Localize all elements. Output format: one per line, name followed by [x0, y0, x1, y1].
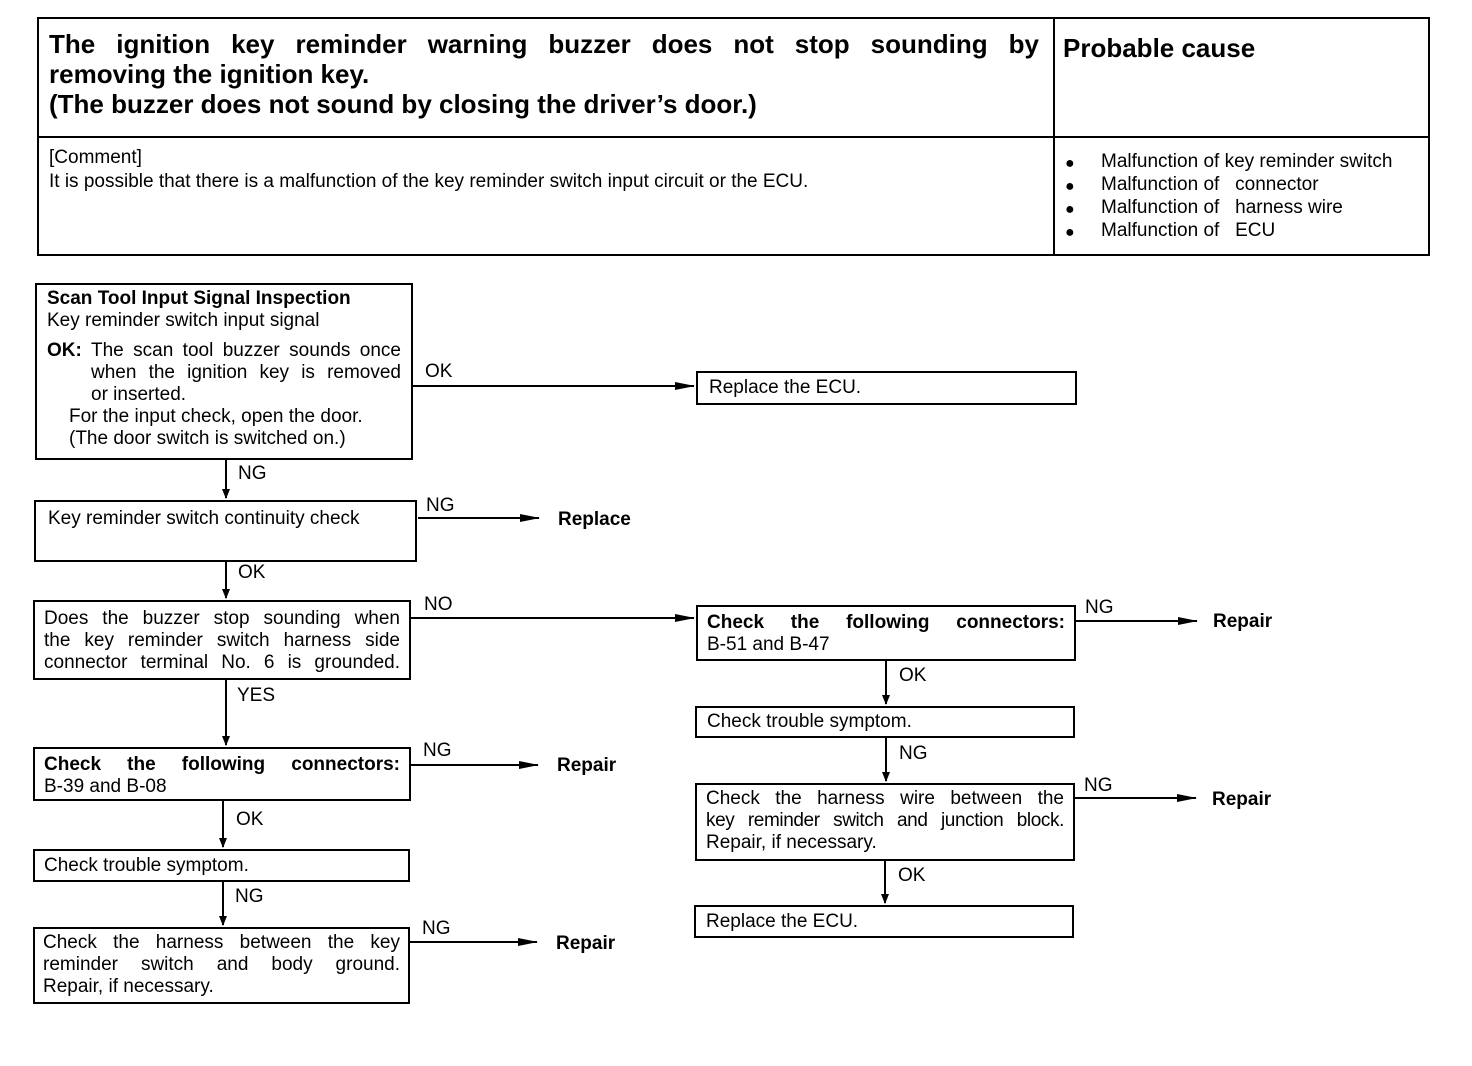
repair-action: Repair	[1213, 611, 1273, 632]
bullet-icon: ●	[1065, 201, 1075, 218]
scan-tool-subtitle: Key reminder switch input signal	[47, 310, 320, 331]
ok-condition-text: The scan tool buzzer sounds once when the ignition key is removed or inserted.	[91, 340, 401, 405]
branch-label-ng: NG	[1084, 775, 1113, 796]
buzzer-question-box: Does the buzzer stop sounding when the key reminder switch harness side connector terminal No. 6 is grounded.	[33, 600, 411, 680]
continuity-check-box: Key reminder switch continuity check	[34, 500, 417, 562]
cause-item: ● Malfunction of harness wire	[1061, 196, 1392, 219]
branch-label-ok: OK	[236, 809, 264, 830]
scan-tool-title: Scan Tool Input Signal Inspection	[47, 288, 351, 309]
branch-label-ok: OK	[238, 562, 266, 583]
connectors-value: B-39 and B-08	[44, 776, 167, 797]
trouble-symptom-box-right: Check trouble symptom.	[695, 706, 1075, 738]
comment-text: It is possible that there is a malfunction of the key reminder switch input circuit or the ECU.	[49, 171, 809, 192]
bullet-icon: ●	[1065, 224, 1075, 241]
bullet-icon: ●	[1065, 178, 1075, 195]
connectors-title: Check the following connectors:	[44, 754, 400, 775]
cause-item: ● Malfunction of key reminder switch	[1061, 150, 1392, 173]
harness-wire-box: Check the harness wire between the key reminder switch and junction block. Repair, if necessary.	[695, 783, 1075, 861]
replace-ecu-box-bottom: Replace the ECU.	[694, 905, 1074, 938]
harness-ground-box: Check the harness between the key reminder switch and body ground. Repair, if necessary.	[33, 927, 410, 1004]
branch-label-ng: NG	[422, 918, 451, 939]
branch-label-yes: YES	[237, 685, 276, 706]
repair-action: Repair	[1212, 789, 1272, 810]
branch-label-ok: OK	[425, 361, 453, 382]
branch-label-ok: OK	[898, 865, 926, 886]
problem-title-line: The ignition key reminder warning buzzer does not stop sounding by	[49, 29, 1039, 59]
bullet-icon: ●	[1065, 155, 1075, 172]
probable-cause-heading: Probable cause	[1063, 33, 1256, 63]
cause-item: ● Malfunction of ECU	[1061, 219, 1392, 242]
branch-label-ok: OK	[899, 665, 927, 686]
connectors-value: B-51 and B-47	[707, 634, 830, 655]
branch-label-ng: NG	[426, 495, 455, 516]
input-check-note: For the input check, open the door. (The door switch is switched on.)	[69, 406, 363, 449]
cause-item: ● Malfunction of connector	[1061, 173, 1392, 196]
branch-label-ng: NG	[1085, 597, 1114, 618]
ok-condition	[47, 340, 401, 406]
problem-title-line: removing the ignition key.	[49, 59, 370, 89]
problem-title-line: (The buzzer does not sound by closing the driver’s door.)	[49, 89, 757, 119]
replace-action: Replace	[558, 509, 631, 530]
branch-label-no: NO	[424, 594, 453, 615]
repair-action: Repair	[556, 933, 616, 954]
replace-ecu-box-top: Replace the ECU.	[696, 371, 1077, 405]
connectors-b51-box	[696, 605, 1076, 661]
branch-label-ng: NG	[899, 743, 928, 764]
comment-label: [Comment]	[49, 147, 142, 168]
connectors-title: Check the following connectors:	[707, 612, 1065, 633]
trouble-symptom-box-left: Check trouble symptom.	[33, 849, 410, 882]
branch-label-ng: NG	[235, 886, 264, 907]
scan-tool-inspection-box	[35, 283, 413, 460]
ok-condition-label: OK:	[47, 340, 82, 361]
connectors-b39-box	[33, 747, 411, 801]
branch-label-ng: NG	[238, 463, 267, 484]
repair-action: Repair	[557, 755, 617, 776]
branch-label-ng: NG	[423, 740, 452, 761]
